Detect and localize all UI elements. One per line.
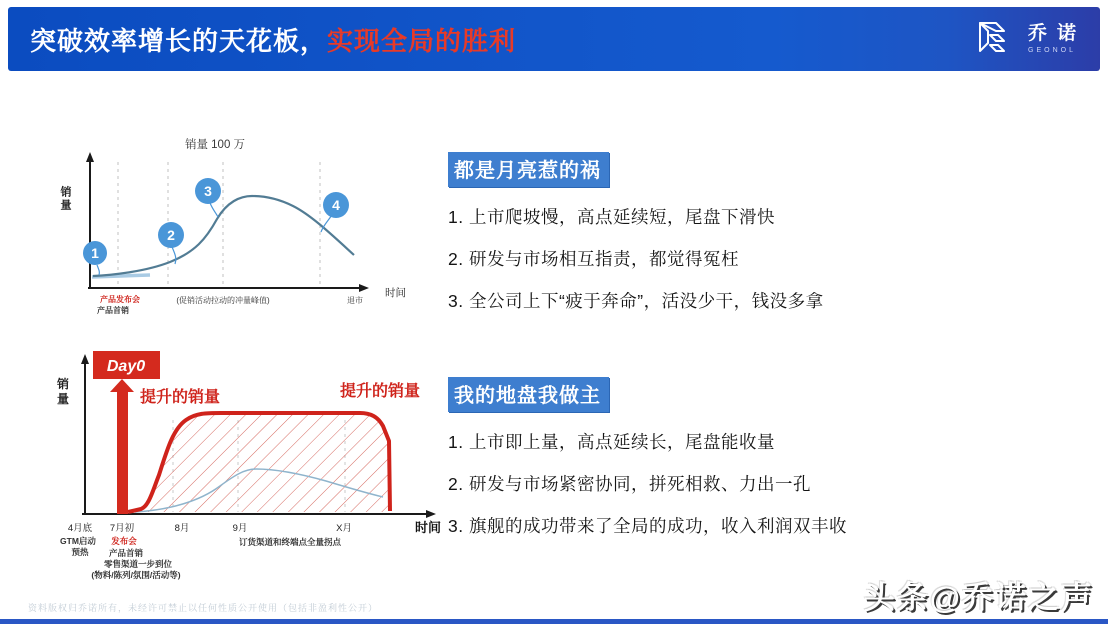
marker-4: 4 (332, 197, 340, 213)
toutiao-watermark: 头条@乔诺之声 (863, 580, 1094, 615)
logo-text (1018, 24, 1086, 54)
tick-jul: 7月初 (109, 523, 135, 534)
marker-tails (97, 203, 332, 275)
panel-problems-heading: 都是月亮惹的祸 (448, 152, 609, 187)
y-axis-arrow (86, 152, 94, 162)
marker-2: 2 (167, 227, 175, 243)
header-bar (8, 7, 1100, 71)
panel-problems (448, 152, 928, 313)
lift-label-right: 提升的销量 (340, 383, 421, 400)
launch-label: 发布会 (111, 536, 137, 546)
page-title-part2: 实现全局的胜利 (327, 25, 517, 56)
sales-curve (93, 196, 354, 276)
logo-name: 乔诺 (1027, 23, 1086, 44)
order-channel-label: 订货渠道和终端点全量拐点 (238, 537, 342, 547)
panel-problems-item-2: 2. 研发与市场相互指责，都觉得冤枉 (448, 249, 739, 269)
chart-title: 销量 100 万 (184, 139, 246, 151)
day0-label: Day0 (106, 358, 146, 375)
page-title-part1: 突破效率增长的天花板， (30, 25, 328, 56)
warmup-label: 预热 (71, 547, 89, 557)
y-axis-label-char2: 量 (57, 392, 70, 406)
tick-sep: 9月 (232, 523, 248, 534)
x-ticks (68, 522, 352, 534)
panel-solutions-item-1: 1. 上市即上量，高点延续长，尾盘能收量 (448, 432, 775, 452)
logo-subtext: GEONOL (1028, 47, 1076, 54)
panel-problems-item-3: 3. 全公司上下“疲于奔命”，活没少干，钱没多拿 (448, 291, 824, 311)
chart-old-sales-curve (55, 118, 455, 333)
lift-label-left: 提升的销量 (140, 389, 221, 406)
day0-bar (117, 390, 128, 514)
page-title (30, 21, 516, 58)
lift-area-hatch (132, 413, 390, 512)
first-sale-label: 产品首销 (108, 548, 144, 558)
y-axis-label-char1: 销 (57, 377, 70, 391)
logo (974, 7, 1086, 71)
y-axis-arrow (81, 354, 89, 364)
panel-solutions-item-3: 3. 旗舰的成功带来了全局的成功，收入利润双丰收 (448, 516, 847, 536)
x-axis-label: 时间 (415, 520, 442, 535)
panel-solutions (448, 377, 928, 538)
y-axis-label: 销量 (59, 186, 71, 212)
panel-problems-item-1: 1. 上市爬坡慢，高点延续短，尾盘下滑快 (448, 207, 775, 227)
retail-detail-label: (物料/陈列/氛围/活动等) (91, 570, 181, 580)
marker-3: 3 (204, 183, 212, 199)
marker-1: 1 (91, 245, 99, 261)
tick-apr: 4月底 (67, 523, 93, 534)
retail-label: 零售渠道一步到位 (103, 559, 173, 569)
event-right-label: 退市 (347, 296, 363, 305)
x-axis-arrow (426, 510, 436, 518)
bottom-blue-strip (0, 619, 1108, 624)
geonol-logo-icon (974, 19, 1010, 60)
chart-new-sales-curve (40, 340, 485, 590)
tick-xmonth: X月 (336, 523, 352, 534)
gtm-label: GTM启动 (60, 536, 96, 546)
tick-aug: 8月 (174, 523, 190, 534)
event-first-sale-label: 产品首销 (97, 306, 129, 315)
x-axis-arrow (359, 284, 369, 292)
panel-solutions-heading: 我的地盘我做主 (448, 377, 609, 412)
event-launch-label: 产品发布会 (100, 295, 140, 304)
panel-solutions-item-2: 2. 研发与市场紧密协同，拼死相救、力出一孔 (448, 474, 811, 494)
x-axis-label: 时间 (385, 287, 406, 299)
event-mid-label: (促销活动拉动的冲量峰值) (176, 296, 270, 305)
copyright-disclaimer: 资料版权归乔诺所有，未经许可禁止以任何性质公开使用（包括非盈利性公开） (28, 603, 379, 613)
